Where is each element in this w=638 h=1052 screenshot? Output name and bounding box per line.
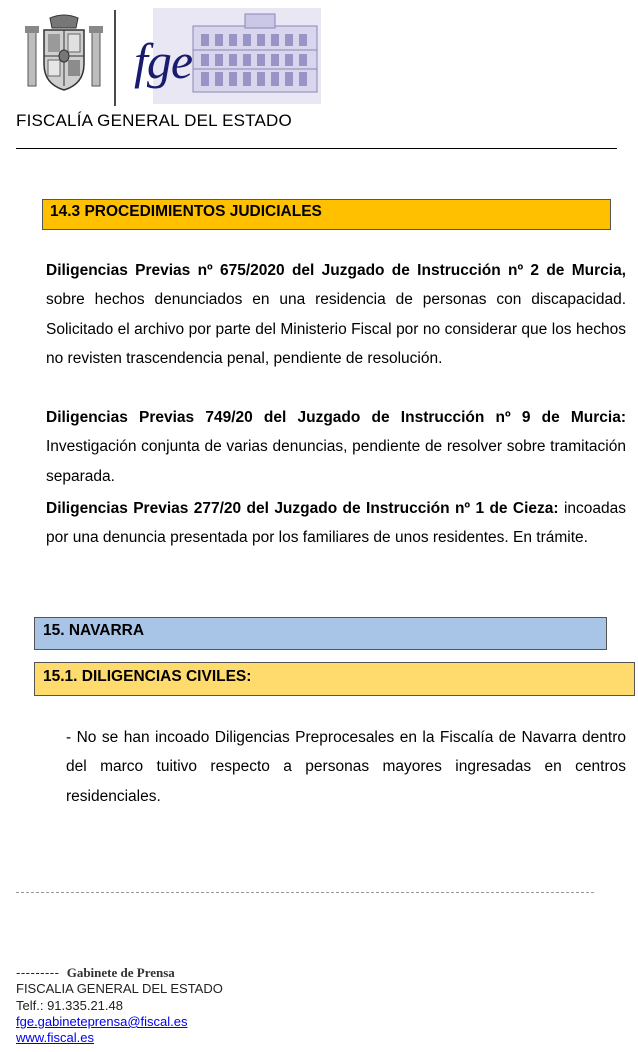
footer-website-link[interactable]: www.fiscal.es	[16, 1030, 95, 1046]
footer-dashes: ---------	[16, 965, 60, 980]
paragraph-bold-lead: Diligencias Previas nº 675/2020 del Juzgado de Instrucción nº 2 de Murcia,	[46, 262, 626, 279]
paragraph-bold-lead: Diligencias Previas 277/20 del Juzgado de Instrucción nº 1 de Cieza:	[46, 500, 559, 517]
header-rule	[16, 148, 617, 149]
footer-org: FISCALIA GENERAL DEL ESTADO	[16, 981, 223, 997]
paragraph-body: incoadas por una denuncia presentada por los familiares de unos residentes. En trámite.	[46, 500, 627, 547]
fge-logo-text: fge	[134, 33, 193, 89]
section-heading-15: 15. NAVARRA	[34, 617, 607, 650]
footer-phone: Telf.: 91.335.21.48	[16, 997, 123, 1013]
paragraph-bold-lead: Diligencias Previas 749/20 del Juzgado de Instrucción nº 9 de Murcia:	[46, 409, 626, 426]
header-separator	[114, 10, 116, 106]
footer-email-link[interactable]: fge.gabineteprensa@fiscal.es	[16, 1013, 188, 1029]
footer-office: Gabinete de Prensa	[66, 965, 175, 980]
paragraph-navarra: - No se han incoado Diligencias Preprocesales en la Fiscalía de Navarra dentro del marco tuitivo respecto a personas mayores ingresadas en centros residenciales.	[66, 729, 626, 805]
section-heading-14-3: 14.3 PROCEDIMIENTOS JUDICIALES	[42, 199, 611, 230]
paragraph-body: Investigación conjunta de varias denuncias, pendiente de resolver sobre tramitación separada.	[46, 438, 626, 485]
section-heading-15-1: 15.1. DILIGENCIAS CIVILES:	[34, 662, 635, 696]
paragraph-diligencias-675	[46, 256, 626, 374]
coat-of-arms-logo	[24, 14, 104, 96]
paragraph-body: sobre hechos denunciados en una residencia de personas con discapacidad. Solicitado el archivo por parte del Ministerio Fiscal por no considerar que los hechos no revisten trascendencia penal, pendiente de resolución.	[46, 291, 626, 368]
footer-contact	[16, 965, 223, 1046]
paragraph-diligencias-749	[46, 403, 626, 491]
footer-office-line	[16, 965, 223, 981]
footer-divider	[16, 892, 594, 893]
header-title: FISCALÍA GENERAL DEL ESTADO	[16, 111, 292, 130]
paragraph-diligencias-277	[46, 494, 626, 553]
